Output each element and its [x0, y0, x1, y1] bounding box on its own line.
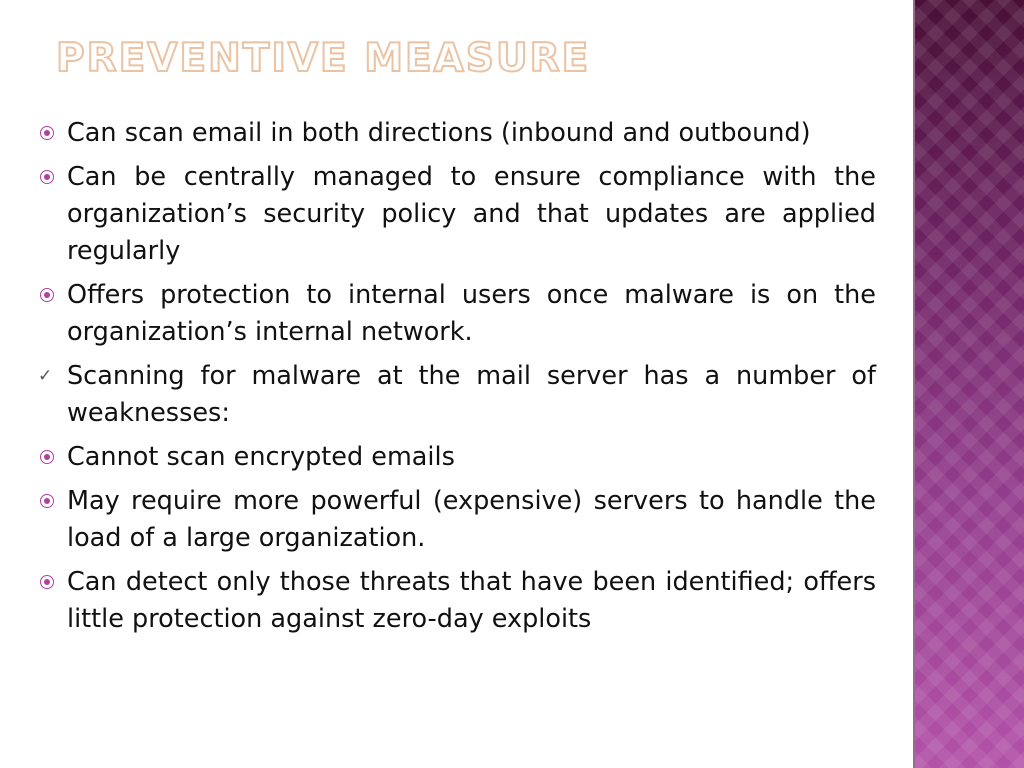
- bullet-item: [34, 483, 876, 557]
- circle-bullet-icon: [40, 450, 54, 464]
- circle-bullet-icon: [40, 575, 54, 589]
- bullet-list: [34, 115, 876, 645]
- bullet-item: [34, 115, 876, 152]
- bullet-text: Offers protection to internal users once malware is on the organization’s internal network.: [67, 280, 876, 347]
- bullet-item: [34, 439, 876, 476]
- bullet-item: [34, 159, 876, 270]
- bullet-item: [34, 564, 876, 638]
- bullet-text: Can detect only those threats that have been identified; offers little protection against zero-day exploits: [67, 567, 876, 634]
- bullet-item: [34, 277, 876, 351]
- decorative-side-panel: [913, 0, 1024, 768]
- bullet-item: [34, 358, 876, 432]
- bullet-text: Cannot scan encrypted emails: [67, 442, 455, 472]
- checkmark-icon: ✓: [38, 366, 53, 386]
- bullet-text: May require more powerful (expensive) servers to handle the load of a large organization.: [67, 486, 876, 553]
- circle-bullet-icon: [40, 126, 54, 140]
- bullet-text: Can be centrally managed to ensure compliance with the organization’s security policy and that updates are applied regularly: [67, 162, 876, 266]
- slide-title: PREVENTIVE MEASURE: [56, 36, 591, 81]
- circle-bullet-icon: [40, 494, 54, 508]
- bullet-text: Can scan email in both directions (inbound and outbound): [67, 118, 811, 148]
- circle-bullet-icon: [40, 170, 54, 184]
- bullet-text: Scanning for malware at the mail server has a number of weaknesses:: [67, 361, 876, 428]
- circle-bullet-icon: [40, 288, 54, 302]
